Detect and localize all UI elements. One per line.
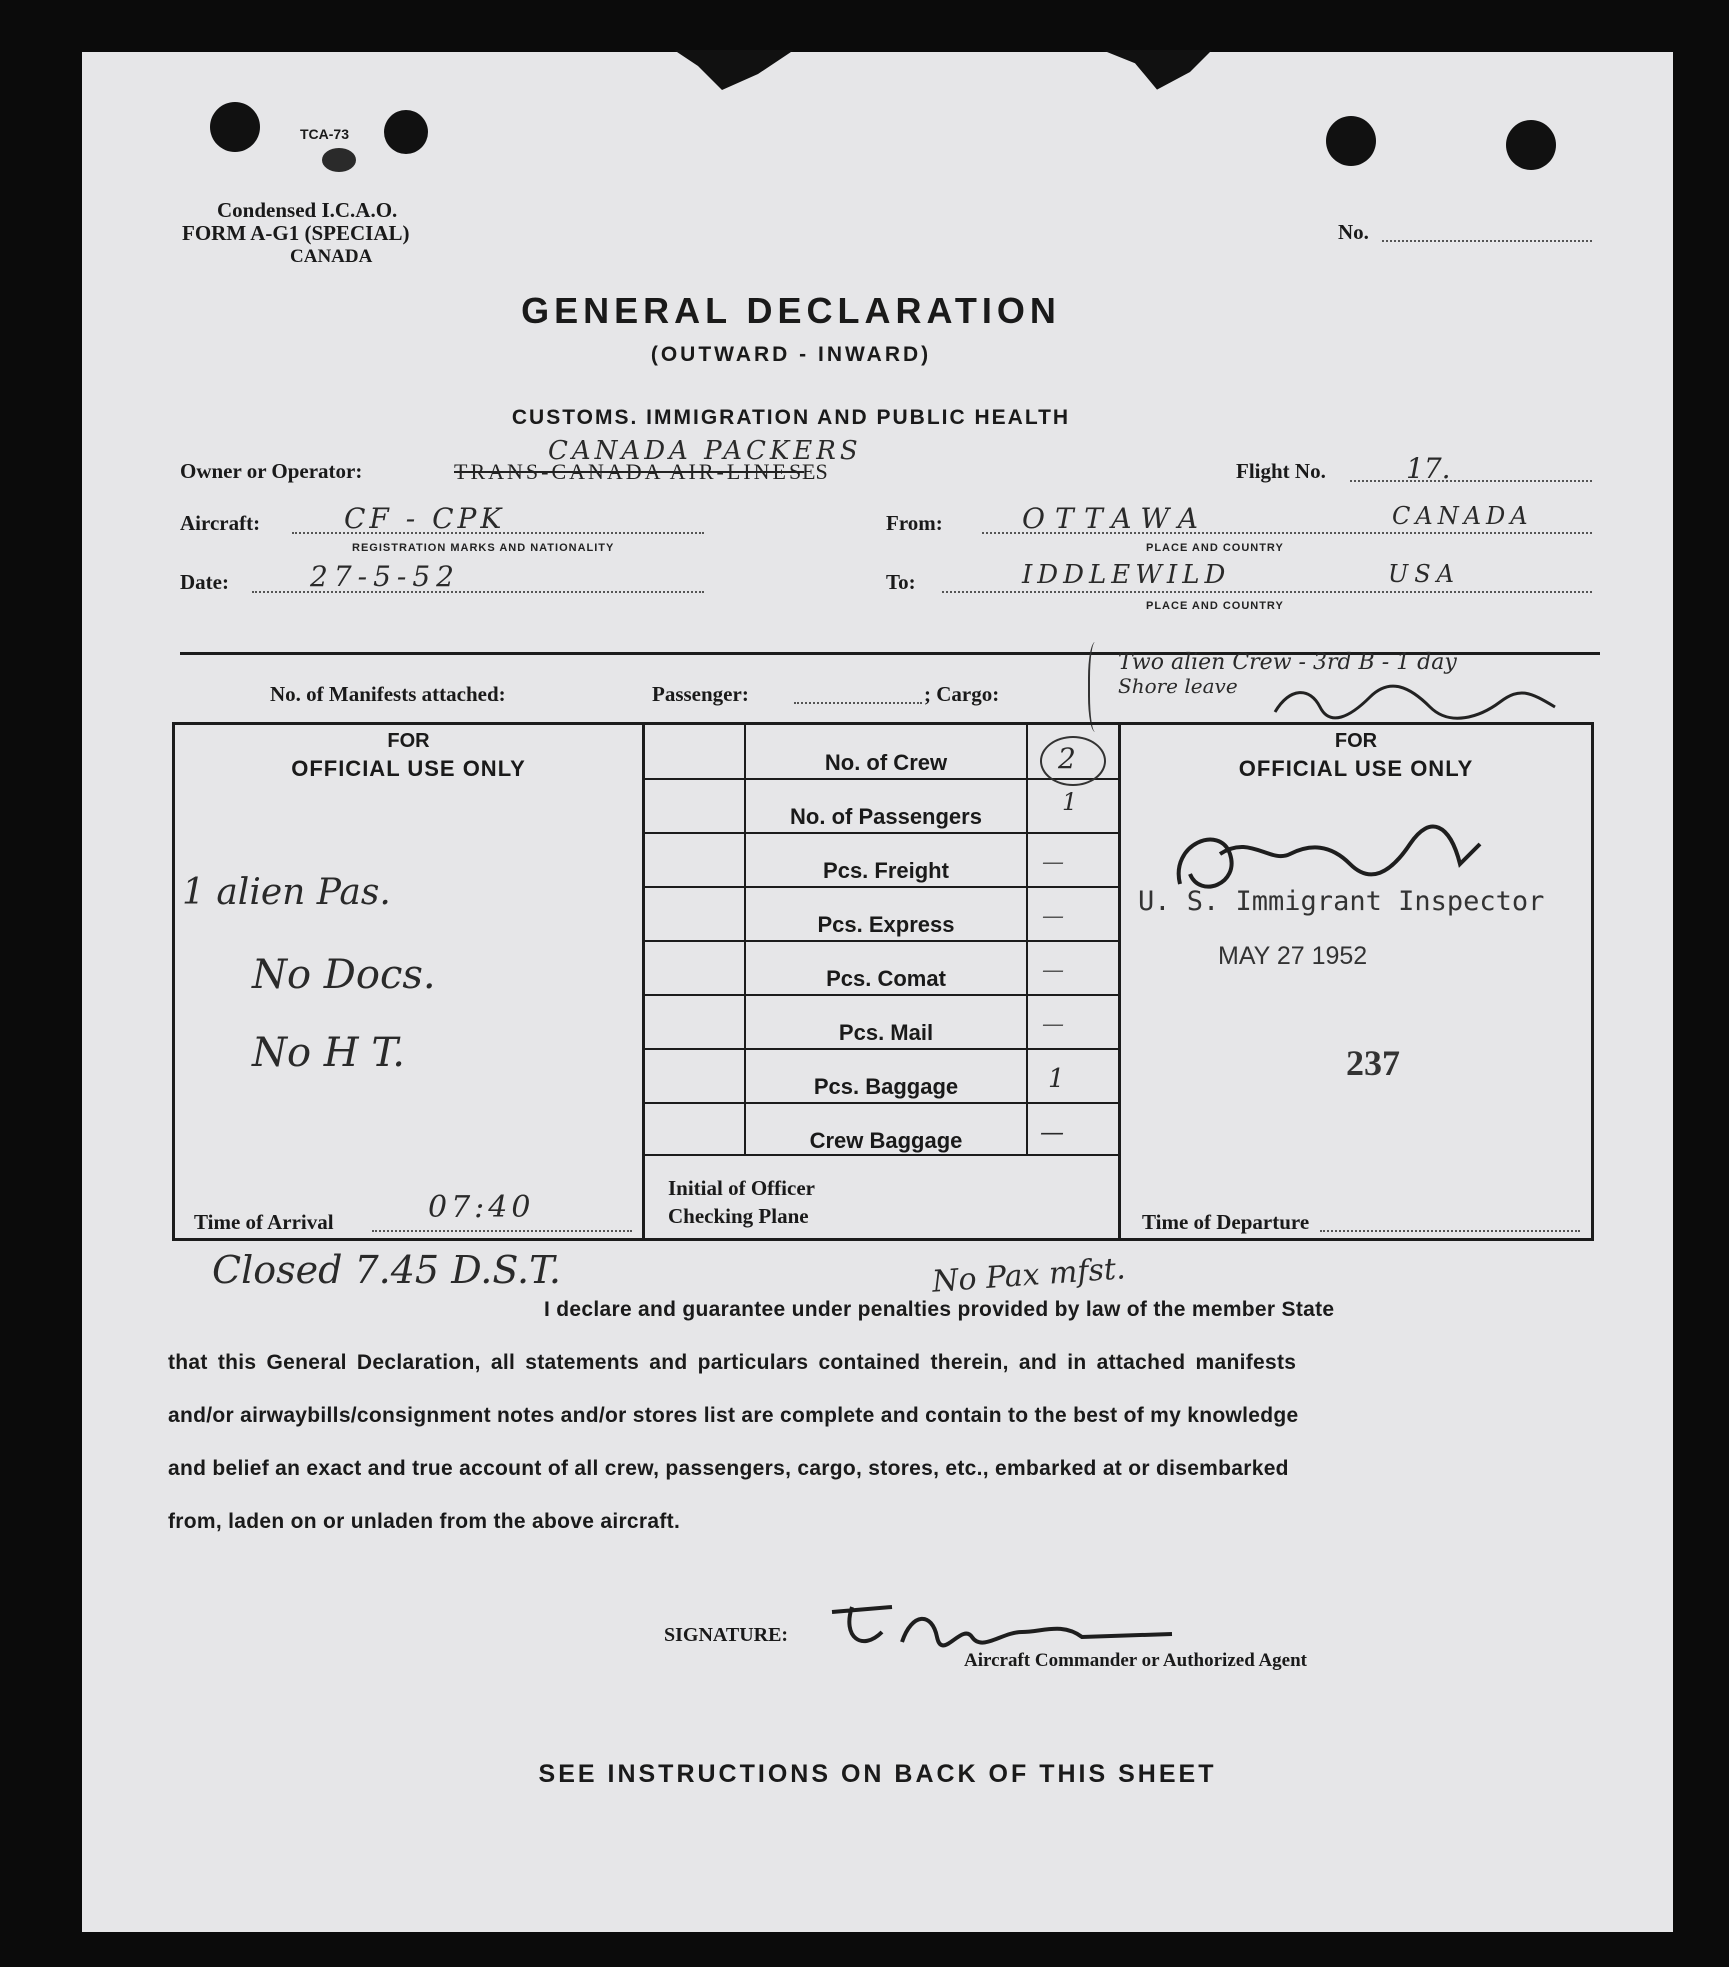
row-label-baggage: Pcs. Baggage — [813, 1074, 959, 1099]
owner-handwritten: CANADA PACKERS — [548, 436, 862, 466]
tca-code: TCA-73 — [300, 126, 350, 142]
row-label-express: Pcs. Express — [817, 912, 955, 937]
no-label: No. — [1338, 220, 1369, 244]
shore-leave-note-2: Shore leave — [1118, 674, 1238, 698]
table-divider — [1026, 722, 1028, 1154]
aircraft-caption: REGISTRATION MARKS AND NATIONALITY — [352, 542, 615, 554]
row-value-mail: — — [1042, 1012, 1064, 1037]
aircraft-label: Aircraft: — [180, 511, 261, 535]
instructions-footer: SEE INSTRUCTIONS ON BACK OF THIS SHEET — [538, 1760, 1217, 1788]
bracket-mark — [1088, 642, 1106, 732]
owner-label: Owner or Operator: — [180, 459, 363, 483]
page-title: GENERAL DECLARATION — [521, 290, 1061, 331]
passenger-field — [794, 702, 922, 704]
closed-annotation: Closed 7.45 D.S.T. — [212, 1248, 561, 1292]
tca-logo-icon — [322, 148, 356, 172]
form-line-1: Condensed I.C.A.O. — [217, 198, 398, 222]
time-arrival-label: Time of Arrival — [194, 1210, 334, 1234]
table-divider — [642, 722, 645, 1241]
signature-label: SIGNATURE: — [664, 1624, 789, 1646]
right-for-label: FOR — [1334, 730, 1378, 752]
document-page — [82, 52, 1673, 1932]
to-field — [942, 591, 1592, 593]
no-pax-annotation: No Pax mfst. — [931, 1251, 1127, 1300]
from-country: CANADA — [1392, 502, 1533, 530]
row-label-comat: Pcs. Comat — [826, 966, 946, 991]
shore-leave-note-1: Two alien Crew - 3rd B - 1 day — [1118, 650, 1457, 675]
from-label: From: — [886, 511, 943, 535]
row-label-passengers: No. of Passengers — [790, 804, 982, 829]
stamp-date: MAY 27 1952 — [1218, 942, 1368, 970]
date-label: Date: — [180, 570, 229, 594]
time-departure-field — [1320, 1230, 1580, 1232]
initial-officer-label: Initial of Officer — [668, 1176, 815, 1200]
left-note-alien: 1 alien Pas. — [182, 872, 391, 913]
to-caption: PLACE AND COUNTRY — [1146, 600, 1284, 612]
from-caption: PLACE AND COUNTRY — [1146, 542, 1284, 554]
flight-label: Flight No. — [1236, 459, 1326, 483]
row-value-express: — — [1042, 904, 1064, 929]
declaration-line-3: and/or airwaybills/consignment notes and/or stores list are complete and contain to the best of my knowledge — [168, 1404, 1299, 1427]
left-note-ht: No H T. — [252, 1030, 405, 1076]
row-value-crew: 2 — [1058, 742, 1076, 775]
row-label-crew: No. of Crew — [824, 750, 948, 775]
row-line — [642, 1154, 1120, 1156]
row-line — [642, 1102, 1120, 1104]
row-value-comat: — — [1042, 958, 1064, 983]
row-value-baggage: 1 — [1048, 1064, 1065, 1094]
row-line — [642, 832, 1120, 834]
row-label-freight: Pcs. Freight — [823, 858, 949, 883]
left-official-label: OFFICIAL USE ONLY — [291, 756, 526, 781]
signature-caption: Aircraft Commander or Authorized Agent — [964, 1650, 1308, 1671]
crew-circle-mark — [1040, 736, 1106, 786]
no-field — [1382, 240, 1592, 242]
punch-hole — [210, 102, 260, 152]
row-line — [642, 886, 1120, 888]
row-value-crew-baggage: — — [1040, 1118, 1064, 1146]
row-value-passengers: 1 — [1062, 788, 1078, 816]
manifests-label: No. of Manifests attached: — [270, 682, 506, 706]
torn-mark — [674, 50, 794, 90]
flight-field — [1350, 480, 1592, 482]
flight-value: 17. — [1406, 452, 1451, 485]
punch-hole — [1506, 120, 1556, 170]
immigrant-inspector-stamp: U. S. Immigrant Inspector — [1138, 886, 1545, 917]
row-line — [642, 940, 1120, 942]
declaration-line-1: I declare and guarantee under penalties provided by law of the member State — [544, 1298, 1335, 1321]
to-country: USA — [1388, 560, 1460, 588]
form-line-3: CANADA — [290, 246, 373, 267]
row-label-crew-baggage: Crew Baggage — [809, 1128, 963, 1153]
from-place: OTTAWA — [1022, 502, 1208, 535]
form-line-2: FORM A-G1 (SPECIAL) — [182, 221, 410, 245]
punch-hole — [384, 110, 428, 154]
time-arrival-value: 07:40 — [428, 1190, 535, 1225]
time-departure-label: Time of Departure — [1142, 1210, 1310, 1234]
row-value-freight: — — [1042, 850, 1064, 875]
to-label: To: — [886, 570, 916, 594]
customs-heading: CUSTOMS. IMMIGRATION AND PUBLIC HEALTH — [511, 406, 1071, 429]
aircraft-value: CF - CPK — [344, 502, 506, 535]
row-line — [642, 994, 1120, 996]
page-subtitle: (OUTWARD - INWARD) — [650, 343, 932, 366]
declaration-line-5: from, laden on or unladen from the above aircraft. — [168, 1510, 681, 1533]
passenger-label: Passenger: — [652, 682, 749, 706]
owner-printed: TRANS-CANADA AIR-LINES — [454, 459, 805, 484]
cargo-label: ; Cargo: — [924, 682, 1000, 706]
declaration-line-2: that this General Declaration, all statements and particulars contained therein, and in attached manifests — [168, 1351, 1297, 1374]
stamp-number: 237 — [1346, 1043, 1400, 1083]
inspector-initial-signature-icon — [1270, 682, 1560, 722]
row-line — [642, 1048, 1120, 1050]
table-divider — [1118, 722, 1121, 1241]
torn-mark — [1102, 50, 1212, 94]
declaration-line-4: and belief an exact and true account of all crew, passengers, cargo, stores, etc., embarked at or disembarked — [168, 1457, 1289, 1480]
left-note-docs: No Docs. — [252, 952, 436, 998]
left-for-label: FOR — [387, 730, 430, 752]
owner-printed-tail: ES — [802, 459, 828, 484]
checking-plane-label: Checking Plane — [668, 1204, 809, 1228]
row-label-mail: Pcs. Mail — [838, 1020, 934, 1045]
punch-hole — [1326, 116, 1376, 166]
date-value: 27-5-52 — [310, 560, 460, 593]
to-place: IDDLEWILD — [1022, 560, 1231, 590]
right-official-label: OFFICIAL USE ONLY — [1238, 756, 1474, 781]
time-arrival-field — [372, 1230, 632, 1232]
